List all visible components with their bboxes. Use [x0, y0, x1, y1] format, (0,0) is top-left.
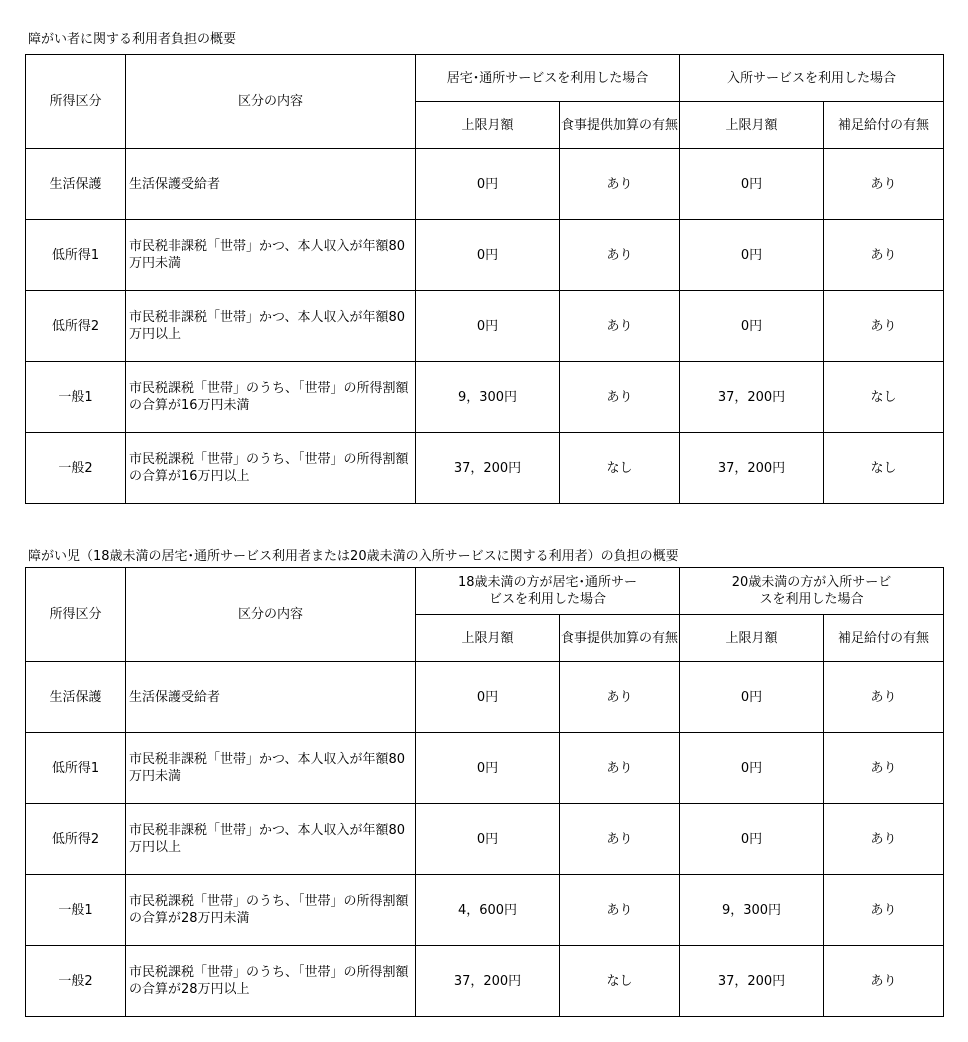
- header-supplement: 補足給付の有無: [824, 102, 944, 149]
- cell-supplement: あり: [824, 875, 944, 946]
- cell-cap-a: 0円: [416, 662, 560, 733]
- cell-supplement: あり: [824, 662, 944, 733]
- header-class-content: 区分の内容: [126, 55, 416, 149]
- cell-cap-b: 0円: [680, 149, 824, 220]
- cell-class: 一般1: [26, 875, 126, 946]
- header-group-a: 18歳未満の方が居宅･通所サービスを利用した場合: [416, 568, 680, 615]
- table-row: [26, 875, 944, 946]
- header-supplement: 補足給付の有無: [824, 615, 944, 662]
- cell-supplement: あり: [824, 291, 944, 362]
- cell-cap-b: 37，200円: [680, 946, 824, 1017]
- cell-cap-b: 37，200円: [680, 433, 824, 504]
- cell-content: 市民税非課税「世帯」かつ、本人収入が年額80万円以上: [126, 804, 416, 875]
- cell-supplement: なし: [824, 362, 944, 433]
- cell-content: 生活保護受給者: [126, 662, 416, 733]
- cell-supplement: あり: [824, 149, 944, 220]
- cell-meal: あり: [560, 662, 680, 733]
- cell-meal: あり: [560, 875, 680, 946]
- cell-cap-b: 0円: [680, 291, 824, 362]
- cell-class: 生活保護: [26, 662, 126, 733]
- cell-content: 市民税非課税「世帯」かつ、本人収入が年額80万円未満: [126, 733, 416, 804]
- cell-meal: あり: [560, 804, 680, 875]
- cell-content: 生活保護受給者: [126, 149, 416, 220]
- cell-cap-a: 4，600円: [416, 875, 560, 946]
- cell-content: 市民税課税「世帯」のうち、「世帯」の所得割額の合算が16万円未満: [126, 362, 416, 433]
- header-cap-a: 上限月額: [416, 615, 560, 662]
- cell-cap-b: 9，300円: [680, 875, 824, 946]
- cell-cap-a: 0円: [416, 291, 560, 362]
- header-income-class: 所得区分: [26, 568, 126, 662]
- cell-cap-b: 0円: [680, 804, 824, 875]
- cell-class: 一般2: [26, 946, 126, 1017]
- cell-meal: あり: [560, 291, 680, 362]
- cell-content: 市民税課税「世帯」のうち、「世帯」の所得割額の合算が16万円以上: [126, 433, 416, 504]
- header-cap-a: 上限月額: [416, 102, 560, 149]
- cell-class: 低所得1: [26, 220, 126, 291]
- header-group-b: 入所サービスを利用した場合: [680, 55, 944, 102]
- cell-meal: あり: [560, 220, 680, 291]
- cell-cap-a: 37，200円: [416, 946, 560, 1017]
- cell-cap-a: 37，200円: [416, 433, 560, 504]
- header-group-b: 20歳未満の方が入所サービスを利用した場合: [680, 568, 944, 615]
- cell-cap-b: 0円: [680, 733, 824, 804]
- section-title: 障がい児（18歳未満の居宅･通所サービス利用者または20歳未満の入所サービスに関する利用者）の負担の概要: [28, 549, 679, 564]
- cell-cap-a: 0円: [416, 733, 560, 804]
- cell-cap-a: 9，300円: [416, 362, 560, 433]
- cell-meal: あり: [560, 362, 680, 433]
- cell-supplement: なし: [824, 433, 944, 504]
- cell-supplement: あり: [824, 804, 944, 875]
- cell-supplement: あり: [824, 946, 944, 1017]
- cell-content: 市民税課税「世帯」のうち、「世帯」の所得割額の合算が28万円以上: [126, 946, 416, 1017]
- table-row: [26, 662, 944, 733]
- cell-meal: あり: [560, 149, 680, 220]
- fee-table: [25, 54, 944, 504]
- header-group-a: 居宅･通所サービスを利用した場合: [416, 55, 680, 102]
- cell-cap-a: 0円: [416, 804, 560, 875]
- header-meal: 食事提供加算の有無: [560, 615, 680, 662]
- table-row: [26, 149, 944, 220]
- table-row: [26, 291, 944, 362]
- header-cap-b: 上限月額: [680, 615, 824, 662]
- cell-cap-b: 0円: [680, 662, 824, 733]
- cell-class: 一般1: [26, 362, 126, 433]
- cell-class: 生活保護: [26, 149, 126, 220]
- cell-class: 一般2: [26, 433, 126, 504]
- cell-meal: なし: [560, 433, 680, 504]
- table-row: [26, 433, 944, 504]
- cell-class: 低所得2: [26, 804, 126, 875]
- fee-table: [25, 567, 944, 1017]
- table-row: [26, 220, 944, 291]
- cell-class: 低所得1: [26, 733, 126, 804]
- cell-class: 低所得2: [26, 291, 126, 362]
- header-class-content: 区分の内容: [126, 568, 416, 662]
- table-row: [26, 946, 944, 1017]
- cell-cap-a: 0円: [416, 149, 560, 220]
- section-title: 障がい者に関する利用者負担の概要: [28, 32, 237, 47]
- cell-supplement: あり: [824, 220, 944, 291]
- header-income-class: 所得区分: [26, 55, 126, 149]
- cell-supplement: あり: [824, 733, 944, 804]
- cell-cap-b: 37，200円: [680, 362, 824, 433]
- cell-cap-a: 0円: [416, 220, 560, 291]
- cell-meal: あり: [560, 733, 680, 804]
- cell-content: 市民税非課税「世帯」かつ、本人収入が年額80万円以上: [126, 291, 416, 362]
- table-row: [26, 362, 944, 433]
- table-row: [26, 804, 944, 875]
- cell-cap-b: 0円: [680, 220, 824, 291]
- header-cap-b: 上限月額: [680, 102, 824, 149]
- header-meal: 食事提供加算の有無: [560, 102, 680, 149]
- cell-content: 市民税非課税「世帯」かつ、本人収入が年額80万円未満: [126, 220, 416, 291]
- cell-content: 市民税課税「世帯」のうち、「世帯」の所得割額の合算が28万円未満: [126, 875, 416, 946]
- cell-meal: なし: [560, 946, 680, 1017]
- table-row: [26, 733, 944, 804]
